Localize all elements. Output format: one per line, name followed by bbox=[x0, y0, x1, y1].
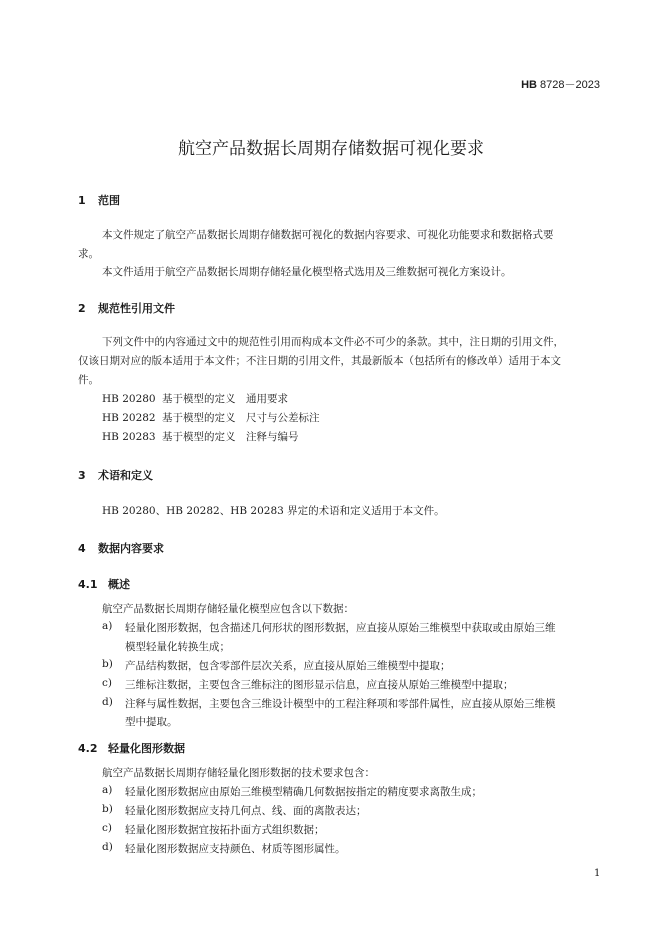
s2-paragraph-line-1: 下列文件中的内容通过文中的规范性引用而构成本文件必不可少的条款。其中，注日期的引用文件， bbox=[102, 336, 564, 348]
list-item bbox=[102, 841, 346, 856]
s1-paragraph-1-line-2: 求。 bbox=[78, 248, 99, 260]
list-item bbox=[102, 803, 367, 818]
document-title: 航空产品数据长周期存储数据可视化要求 bbox=[178, 139, 484, 159]
reference-item bbox=[102, 429, 299, 444]
list-marker: d) bbox=[102, 841, 113, 853]
reference-code: HB 20280 bbox=[102, 393, 156, 405]
list-text: 轻量化图形数据应支持颜色、材质等图形属性。 bbox=[125, 843, 346, 855]
list-text: 轻量化图形数据，包含描述几何形状的图形数据，应直接从原始三维模型中获取或由原始三维 bbox=[125, 622, 556, 634]
section-title: 概述 bbox=[108, 578, 130, 591]
list-text: 三维标注数据，主要包含三维标注的图形显示信息，应直接从原始三维模型中提取； bbox=[125, 679, 514, 691]
s3-paragraph: HB 20280、HB 20282、HB 20283 界定的术语和定义适用于本文件。 bbox=[102, 505, 445, 517]
reference-code: HB 20283 bbox=[102, 431, 156, 443]
list-item-continuation: 型中提取。 bbox=[125, 716, 178, 728]
section-4-1-heading bbox=[78, 576, 130, 592]
list-marker: b) bbox=[102, 658, 113, 670]
list-item bbox=[102, 658, 451, 673]
section-number: 3 bbox=[78, 469, 86, 482]
section-number: 1 bbox=[78, 194, 86, 207]
standard-number bbox=[521, 76, 600, 92]
section-title: 术语和定义 bbox=[98, 469, 153, 482]
reference-title: 基于模型的定义 注释与编号 bbox=[162, 431, 299, 443]
section-title: 范围 bbox=[98, 194, 120, 207]
section-number: 4.1 bbox=[78, 578, 98, 591]
list-item bbox=[102, 677, 514, 692]
reference-item bbox=[102, 391, 288, 406]
s2-paragraph-line-3: 件。 bbox=[78, 374, 99, 386]
list-text: 注释与属性数据，主要包含三维设计模型中的工程注释项和零部件属性，应直接从原始三维模 bbox=[125, 698, 556, 710]
s2-paragraph-line-2: 仅该日期对应的版本适用于本文件；不注日期的引用文件，其最新版本（包括所有的修改单）适用于本文 bbox=[78, 355, 561, 367]
list-item bbox=[102, 822, 325, 837]
list-text: 产品结构数据，包含零部件层次关系，应直接从原始三维模型中提取； bbox=[125, 660, 451, 672]
list-marker: c) bbox=[102, 822, 112, 834]
section-4-heading bbox=[78, 540, 164, 556]
reference-title: 基于模型的定义 通用要求 bbox=[162, 393, 288, 405]
section-title: 数据内容要求 bbox=[98, 542, 164, 555]
section-number: 2 bbox=[78, 302, 86, 315]
section-title: 规范性引用文件 bbox=[98, 302, 175, 315]
section-2-heading bbox=[78, 300, 175, 316]
reference-title: 基于模型的定义 尺寸与公差标注 bbox=[162, 412, 320, 424]
s41-intro: 航空产品数据长周期存储轻量化模型应包含以下数据： bbox=[102, 603, 354, 615]
reference-code: HB 20282 bbox=[102, 412, 156, 424]
section-4-2-heading bbox=[78, 740, 185, 756]
list-text: 轻量化图形数据宜按拓扑面方式组织数据； bbox=[125, 824, 325, 836]
list-text: 轻量化图形数据应支持几何点、线、面的离散表达； bbox=[125, 805, 367, 817]
section-3-heading bbox=[78, 467, 153, 483]
list-item-continuation: 模型轻量化转换生成； bbox=[125, 641, 230, 653]
s1-paragraph-2: 本文件适用于航空产品数据长周期存储轻量化模型格式选用及三维数据可视化方案设计。 bbox=[102, 266, 512, 278]
list-marker: a) bbox=[102, 784, 113, 796]
section-1-heading bbox=[78, 192, 120, 208]
s42-intro: 航空产品数据长周期存储轻量化图形数据的技术要求包含： bbox=[102, 767, 375, 779]
list-item bbox=[102, 620, 556, 635]
list-item bbox=[102, 696, 556, 711]
standard-code: 8728－2023 bbox=[540, 79, 600, 91]
list-marker: d) bbox=[102, 696, 113, 708]
list-text: 轻量化图形数据应由原始三维模型精确几何数据按指定的精度要求离散生成； bbox=[125, 786, 482, 798]
s1-paragraph-1-line-1: 本文件规定了航空产品数据长周期存储数据可视化的数据内容要求、可视化功能要求和数据格式要 bbox=[102, 229, 554, 241]
section-number: 4.2 bbox=[78, 742, 98, 755]
reference-item bbox=[102, 410, 320, 425]
section-number: 4 bbox=[78, 542, 86, 555]
standard-prefix: HB bbox=[521, 79, 537, 91]
list-marker: c) bbox=[102, 677, 112, 689]
list-item bbox=[102, 784, 482, 799]
section-title: 轻量化图形数据 bbox=[108, 742, 185, 755]
list-marker: b) bbox=[102, 803, 113, 815]
list-marker: a) bbox=[102, 620, 113, 632]
page-number: 1 bbox=[594, 868, 601, 879]
